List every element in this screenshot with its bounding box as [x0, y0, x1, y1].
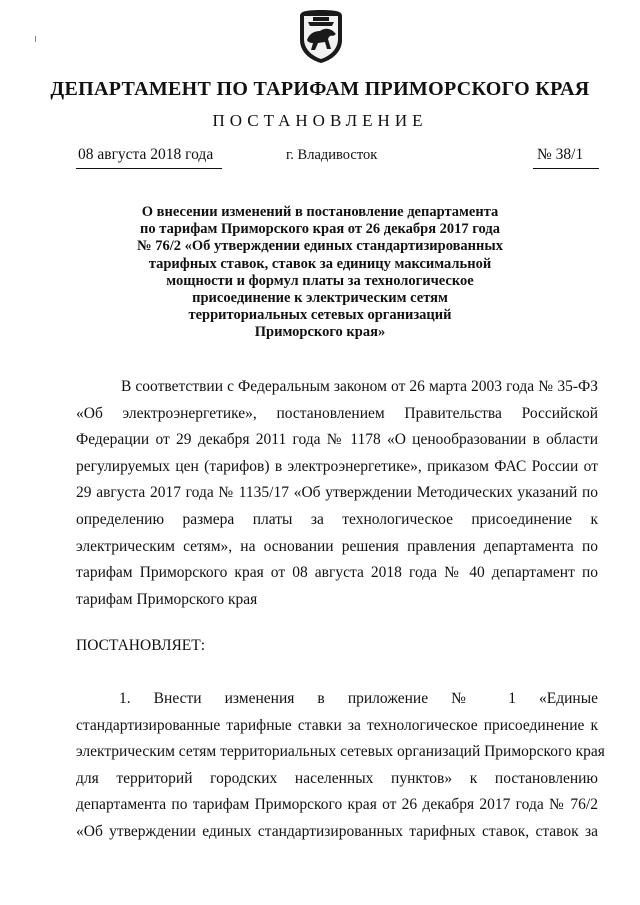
title-line: мощности и формул платы за технологическое [166, 272, 474, 289]
item-1-line: для территорий городских населенных пунктов» к постановлению [76, 769, 598, 787]
document-date: 08 августа 2018 года [78, 146, 214, 163]
title-line: территориальных сетевых организаций [188, 307, 452, 324]
preamble-line: электрическим сетям», на основании решения правления департамента по [76, 537, 598, 555]
document-title [100, 204, 540, 342]
preamble-line: регулируемых цен (тарифов) в электроэнергетике», приказом ФАС России от [76, 457, 598, 475]
primorsky-krai-coat-of-arms-icon [296, 6, 346, 64]
resolves-heading: ПОСТАНОВЛЯЕТ: [76, 637, 206, 654]
preamble-line: тарифам Приморского края [76, 590, 258, 608]
title-line: тарифных ставок, ставок за единицу максимальной [148, 255, 492, 272]
preamble-paragraph [76, 374, 598, 613]
title-line: № 76/2 «Об утверждении единых стандартизированных [137, 238, 503, 255]
document-city: г. Владивосток [286, 147, 378, 163]
preamble-line: тарифам Приморского края от 08 августа 2018 года № 40 департамент по [76, 564, 598, 582]
title-line: присоединение к электрическим сетям [192, 290, 448, 307]
preamble-line: Федерации от 29 декабря 2011 года № 1178 «О ценообразовании в области [76, 431, 598, 449]
preamble-line: 29 августа 2017 года № 1135/17 «Об утверждении Методических указаний по [76, 484, 598, 502]
title-line: Приморского края» [254, 324, 386, 341]
item-1-line: 1. Внести изменения в приложение № 1 «Единые [119, 690, 598, 707]
scan-mark [35, 36, 36, 42]
preamble-line: «Об электроэнергетике», постановлением Правительства Российской [76, 404, 598, 422]
item-1-line: департамента по тарифам Приморского края от 26 декабря 2017 года № 76/2 [76, 796, 598, 814]
date-underline [76, 168, 222, 169]
title-line: по тарифам Приморского края от 26 декабря 2017 года [140, 221, 500, 238]
preamble-line: определению размера платы за технологическое присоединение к [76, 510, 598, 528]
number-underline [533, 168, 599, 169]
department-name: ДЕПАРТАМЕНТ ПО ТАРИФАМ ПРИМОРСКОГО КРАЯ [50, 78, 590, 100]
title-line: О внесении изменений в постановление департамента [141, 204, 499, 220]
item-1-line: «Об утверждении единых стандартизированных тарифных ставок, ставок за [76, 822, 598, 840]
item-1-paragraph [76, 686, 605, 846]
preamble-line: В соответствии с Федеральным законом от 26 марта 2003 года № 35-ФЗ [121, 378, 598, 395]
document-number: № 38/1 [537, 146, 584, 163]
item-1-line: электрическим сетям территориальных сетевых организаций Приморского края [76, 743, 605, 761]
document-type: ПОСТАНОВЛЕНИЕ [212, 111, 428, 130]
item-1-line: стандартизированные тарифные ставки за технологическое присоединение к [76, 716, 598, 734]
